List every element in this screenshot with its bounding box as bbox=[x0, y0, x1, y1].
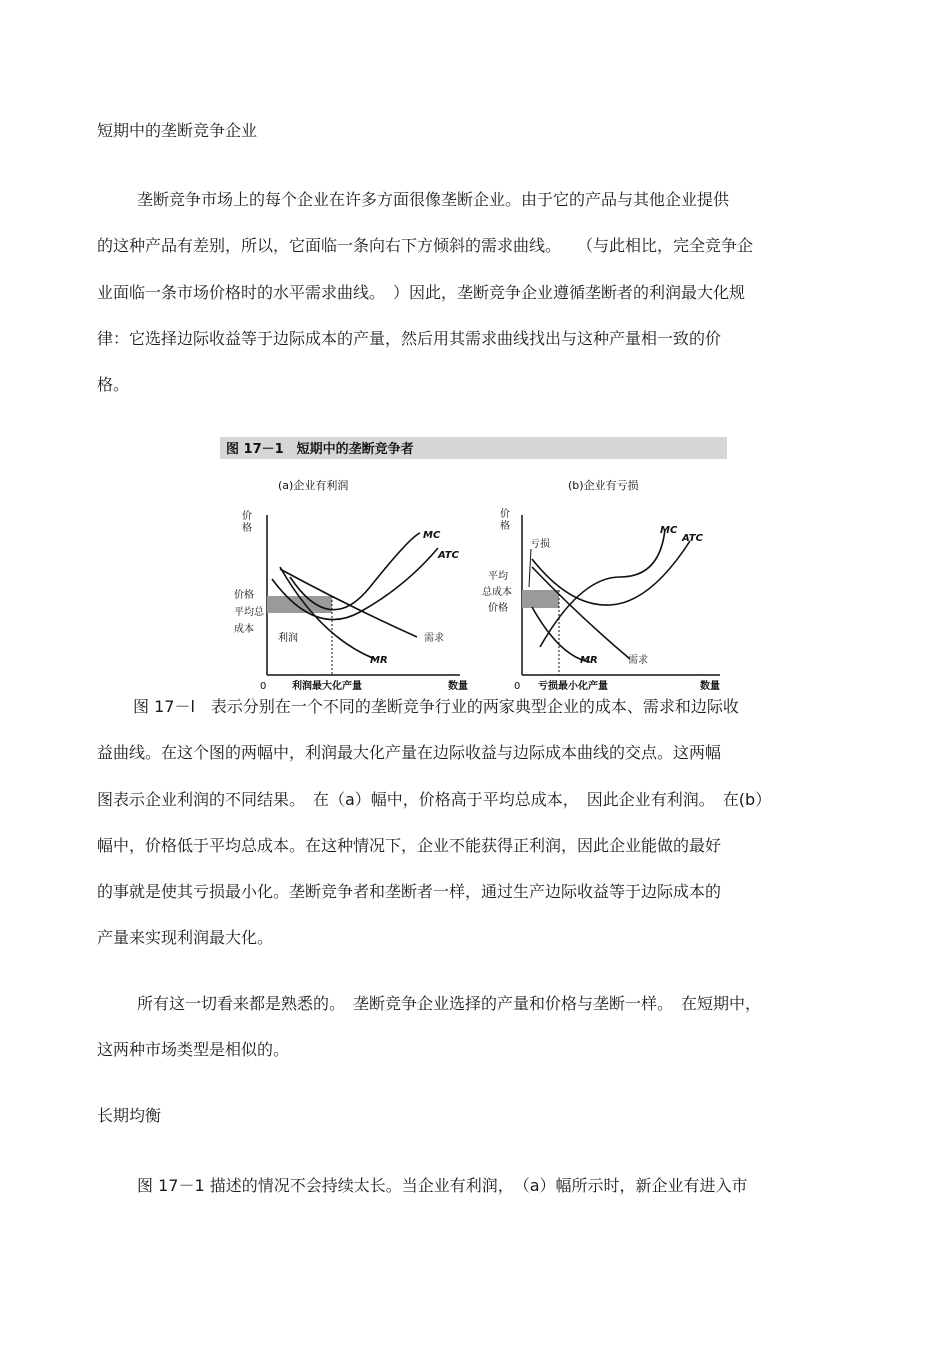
panel-a-y-label-1: 价 bbox=[242, 511, 252, 522]
paragraph-line: 幅中，价格低于平均总成本。在这种情况下，企业不能获得正利润，因此企业能做的最好 bbox=[97, 836, 722, 855]
paragraph-line: 的事就是使其亏损最小化。垄断竞争者和垄断者一样，通过生产边际收益等于边际成本的 bbox=[97, 882, 722, 901]
panel-a-price-label-2: 平均总 bbox=[234, 607, 264, 618]
paragraph-line: 图表示企业利润的不同结果。 在（a）幅中，价格高于平均总成本， 因此企业有利润。 在(b） bbox=[97, 790, 772, 809]
panel-b-price-label-3: 价格 bbox=[488, 603, 508, 614]
panel-a-quantity-label: 数量 bbox=[448, 681, 468, 692]
paragraph-line: 益曲线。在这个图的两幅中，利润最大化产量在边际收益与边际成本曲线的交点。这两幅 bbox=[97, 743, 722, 762]
paragraph-line: 格。 bbox=[97, 375, 130, 394]
panel-b bbox=[482, 478, 720, 692]
panel-a-profit-label: 利润 bbox=[278, 633, 298, 644]
section-heading: 短期中的垄断竞争企业 bbox=[97, 121, 258, 140]
panel-a-x-label: 利润最大化产量 bbox=[292, 681, 362, 692]
paragraph-line: 所有这一切看来都是熟悉的。 垄断竞争企业选择的产量和价格与垄断一样。 在短期中， bbox=[137, 994, 762, 1013]
figure-17-1 bbox=[220, 437, 727, 693]
panel-a-atc-label: ATC bbox=[438, 550, 459, 561]
paragraph-line: 垄断竞争市场上的每个企业在许多方面很像垄断企业。由于它的产品与其他企业提供 bbox=[137, 190, 730, 209]
paragraph-line: 产量来实现利润最大化。 bbox=[97, 928, 274, 947]
paragraph-line: 的这种产品有差别，所以，它面临一条向右下方倾斜的需求曲线。 （与此相比，完全竞争企 bbox=[97, 236, 754, 255]
panel-b-mr-label: MR bbox=[580, 655, 598, 666]
paragraph-line: 图 17－1 描述的情况不会持续太长。当企业有利润， （a）幅所示时，新企业有进入市 bbox=[137, 1176, 748, 1195]
paragraph-line: 律：它选择边际收益等于边际成本的产量，然后用其需求曲线找出与这种产量相一致的价 bbox=[97, 329, 722, 348]
panel-b-quantity-label: 数量 bbox=[700, 681, 720, 692]
panel-b-y-label-2: 格 bbox=[500, 521, 510, 532]
section-heading: 长期均衡 bbox=[97, 1106, 162, 1125]
panel-b-mc-curve bbox=[540, 529, 665, 647]
panel-b-mc-label: MC bbox=[660, 525, 678, 536]
panel-b-loss-pointer bbox=[529, 549, 531, 587]
panel-b-y-label-1: 价 bbox=[500, 509, 510, 520]
panel-a-demand-label: 需求 bbox=[424, 633, 444, 644]
panel-a-price-label-1: 价格 bbox=[234, 590, 254, 601]
panel-b-subtitle: (b)企业有亏损 bbox=[568, 479, 639, 492]
panel-a-mc-label: MC bbox=[423, 530, 441, 541]
paragraph-line: 这两种市场类型是相似的。 bbox=[97, 1040, 290, 1059]
paragraph-line: 图 17－l 表示分别在一个不同的垄断竞争行业的两家典型企业的成本、需求和边际收 bbox=[133, 697, 739, 716]
panel-b-atc-label: ATC bbox=[682, 533, 703, 544]
panel-b-x-label: 亏损最小化产量 bbox=[538, 681, 608, 692]
panel-b-demand-label: 需求 bbox=[628, 655, 648, 666]
panel-a-price-label-3: 成本 bbox=[234, 624, 254, 635]
panel-b-loss-area bbox=[522, 590, 559, 608]
panel-b-demand-curve bbox=[532, 567, 630, 659]
panel-a-origin: 0 bbox=[260, 681, 267, 692]
paragraph-line: 业面临一条市场价格时的水平需求曲线。 ）因此，垄断竞争企业遵循垄断者的利润最大化规 bbox=[97, 283, 746, 302]
panel-b-price-label-1: 平均 bbox=[488, 571, 508, 582]
panel-b-price-label-2: 总成本 bbox=[482, 587, 512, 598]
panel-a bbox=[234, 478, 468, 692]
panel-a-subtitle: (a)企业有利润 bbox=[278, 479, 349, 492]
figure-title: 图 17－1 短期中的垄断竞争者 bbox=[226, 442, 414, 457]
panel-b-origin: 0 bbox=[514, 681, 521, 692]
panel-a-mr-label: MR bbox=[370, 655, 388, 666]
panel-a-profit-area bbox=[267, 596, 332, 613]
panel-b-loss-label: 亏损 bbox=[530, 539, 550, 550]
panel-a-y-label-2: 格 bbox=[242, 523, 252, 534]
